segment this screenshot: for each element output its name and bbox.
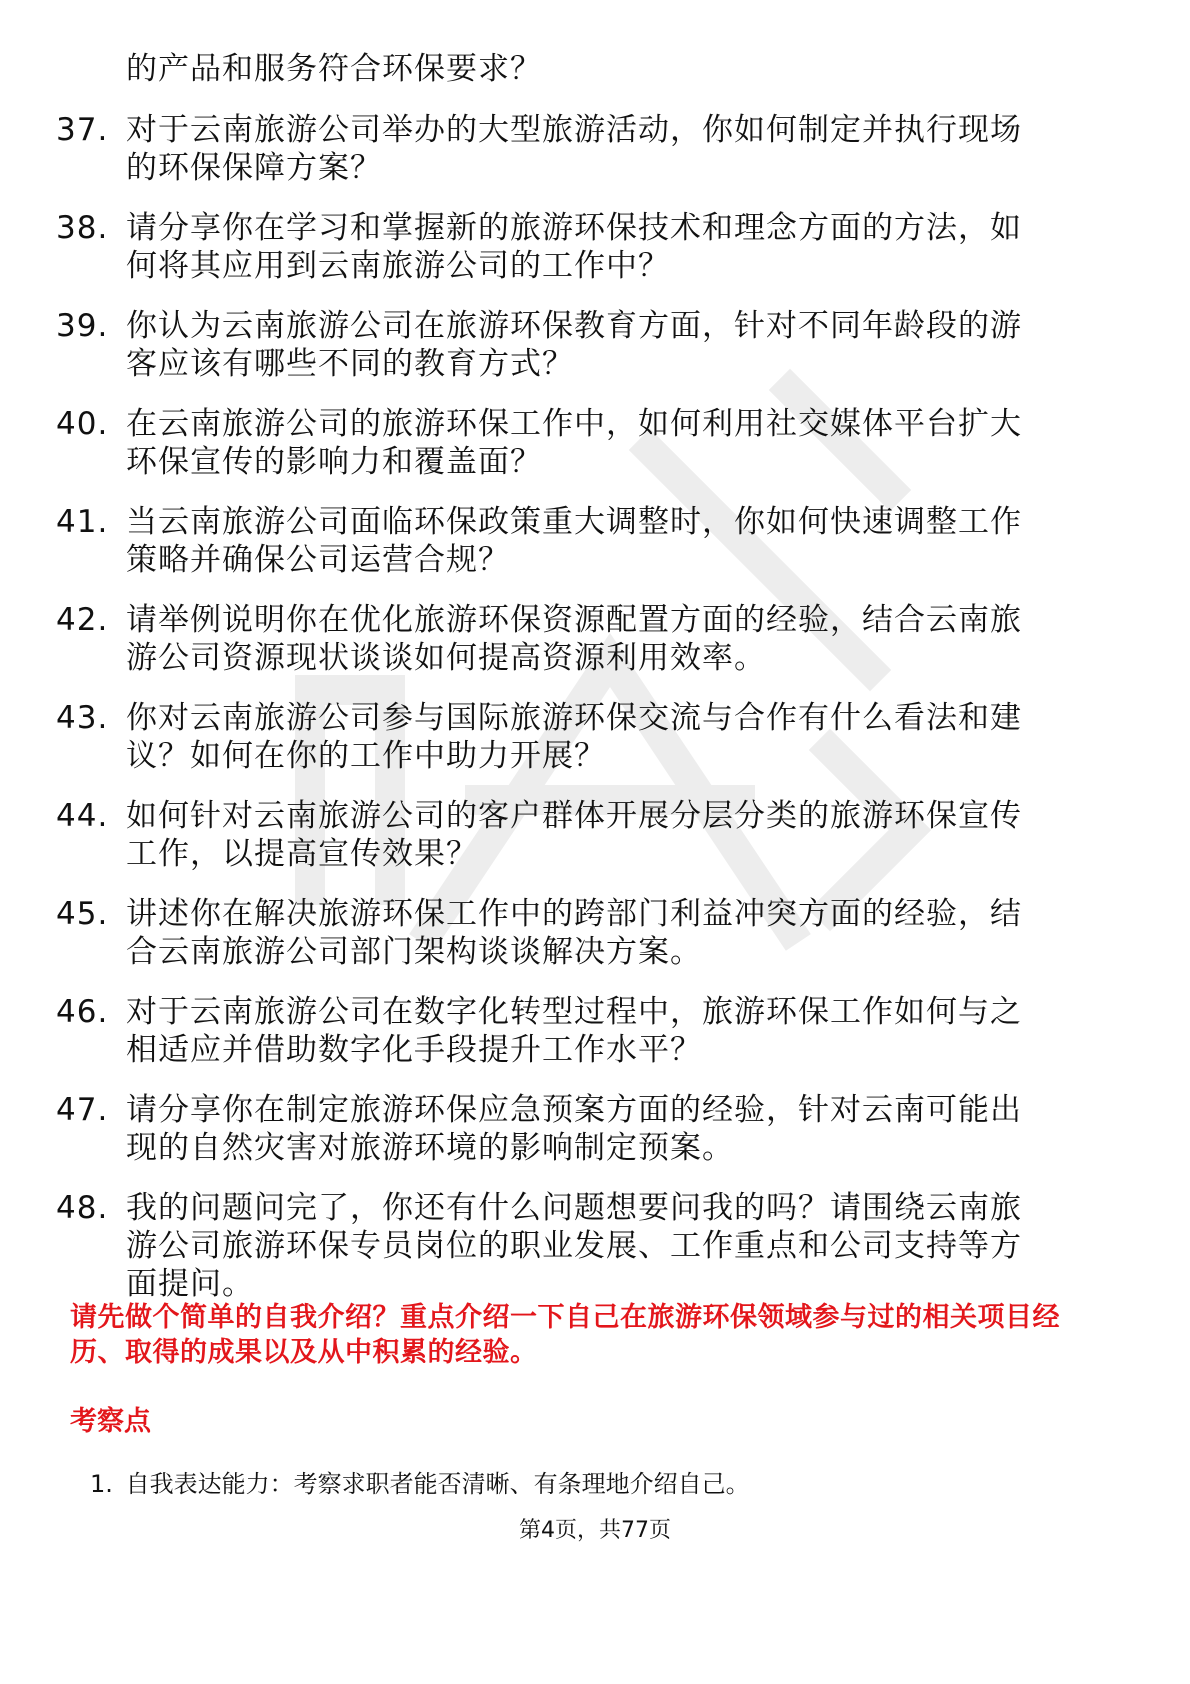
question-line: 如何针对云南旅游公司的客户群体开展分层分类的旅游环保宣传 [126,798,1022,834]
question-item [56,1091,1136,1167]
question-list [56,111,1136,1325]
question-item [56,601,1136,677]
question-text [126,993,1126,1069]
question-number: 43. [56,700,109,736]
question-item [56,209,1136,285]
question-number: 44. [56,798,109,834]
focus-question-line: 请先做个简单的自我介绍？重点介绍一下自己在旅游环保领域参与过的相关项目经 [70,1302,1060,1333]
question-text [126,1091,1126,1167]
question-line: 我的问题问完了，你还有什么问题想要问我的吗？请围绕云南旅 [126,1190,1022,1226]
assessment-point-item [90,1468,750,1500]
question-line: 何将其应用到云南旅游公司的工作中？ [126,248,670,284]
question-item [56,1189,1136,1303]
question-text [126,1189,1126,1303]
question-text [126,209,1126,285]
question-line: 对于云南旅游公司在数字化转型过程中，旅游环保工作如何与之 [126,994,1022,1030]
continued-question-text: 的产品和服务符合环保要求？ [126,51,542,87]
question-number: 39. [56,308,109,344]
point-text: 自我表达能力：考察求职者能否清晰、有条理地介绍自己。 [125,1470,750,1498]
question-line: 游公司旅游环保专员岗位的职业发展、工作重点和公司支持等方 [126,1228,1022,1264]
question-line: 客应该有哪些不同的教育方式？ [126,346,574,382]
question-line: 策略并确保公司运营合规？ [126,542,510,578]
question-item [56,405,1136,481]
question-line: 对于云南旅游公司举办的大型旅游活动，你如何制定并执行现场 [126,112,1022,148]
question-number: 42. [56,602,109,638]
question-line: 游公司资源现状谈谈如何提高资源利用效率。 [126,640,766,676]
page-footer: 第4页，共77页 [519,1518,671,1543]
question-number: 48. [56,1190,109,1226]
focus-question-line: 历、取得的成果以及从中积累的经验。 [70,1337,538,1368]
question-text [126,699,1126,775]
question-number: 38. [56,210,109,246]
question-line: 讲述你在解决旅游环保工作中的跨部门利益冲突方面的经验，结 [126,896,1022,932]
question-item [56,307,1136,383]
question-line: 在云南旅游公司的旅游环保工作中，如何利用社交媒体平台扩大 [126,406,1022,442]
question-number: 45. [56,896,109,932]
question-item [56,993,1136,1069]
question-line: 工作，以提高宣传效果？ [126,836,478,872]
question-item [56,797,1136,873]
question-line: 相适应并借助数字化手段提升工作水平？ [126,1032,702,1068]
assessment-points-heading: 考察点 [70,1406,151,1437]
question-line: 的环保保障方案？ [126,150,382,186]
question-line: 你认为云南旅游公司在旅游环保教育方面，针对不同年龄段的游 [126,308,1022,344]
question-text [126,503,1126,579]
question-number: 37. [56,112,109,148]
question-line: 议？如何在你的工作中助力开展？ [126,738,606,774]
question-text [126,307,1126,383]
question-text [126,797,1126,873]
question-item [56,111,1136,187]
question-line: 合云南旅游公司部门架构谈谈解决方案。 [126,934,702,970]
focus-question [70,1300,1150,1370]
question-line: 请分享你在学习和掌握新的旅游环保技术和理念方面的方法，如 [126,210,1022,246]
question-line: 你对云南旅游公司参与国际旅游环保交流与合作有什么看法和建 [126,700,1022,736]
point-number: 1. [90,1470,113,1498]
question-item [56,895,1136,971]
question-item [56,699,1136,775]
question-line: 请举例说明你在优化旅游环保资源配置方面的经验，结合云南旅 [126,602,1022,638]
question-number: 41. [56,504,109,540]
question-line: 当云南旅游公司面临环保政策重大调整时，你如何快速调整工作 [126,504,1022,540]
question-number: 47. [56,1092,109,1128]
question-line: 现的自然灾害对旅游环境的影响制定预案。 [126,1130,734,1166]
question-number: 46. [56,994,109,1030]
question-number: 40. [56,406,109,442]
question-text [126,895,1126,971]
assessment-points-list [90,1468,750,1500]
question-line: 环保宣传的影响力和覆盖面？ [126,444,542,480]
question-text [126,111,1126,187]
question-line: 面提问。 [126,1266,254,1302]
question-line: 请分享你在制定旅游环保应急预案方面的经验，针对云南可能出 [126,1092,1022,1128]
question-item [56,503,1136,579]
question-text [126,601,1126,677]
question-text [126,405,1126,481]
